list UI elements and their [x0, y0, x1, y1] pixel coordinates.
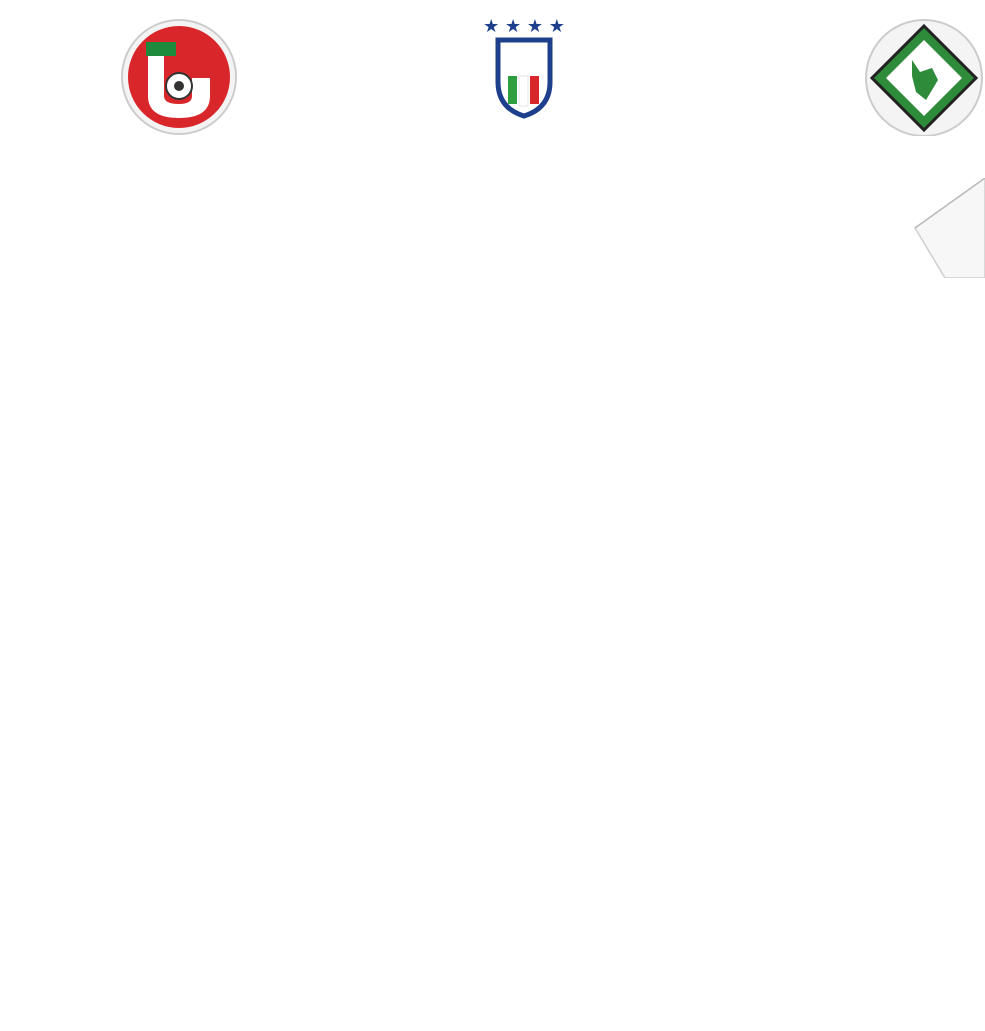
page-curl-shape — [905, 178, 985, 278]
turris-logo — [120, 18, 238, 136]
figc-logo — [478, 12, 570, 120]
avellino-logo — [860, 16, 985, 136]
svg-text:★ ★ ★ ★: ★ ★ ★ ★ — [483, 16, 565, 37]
